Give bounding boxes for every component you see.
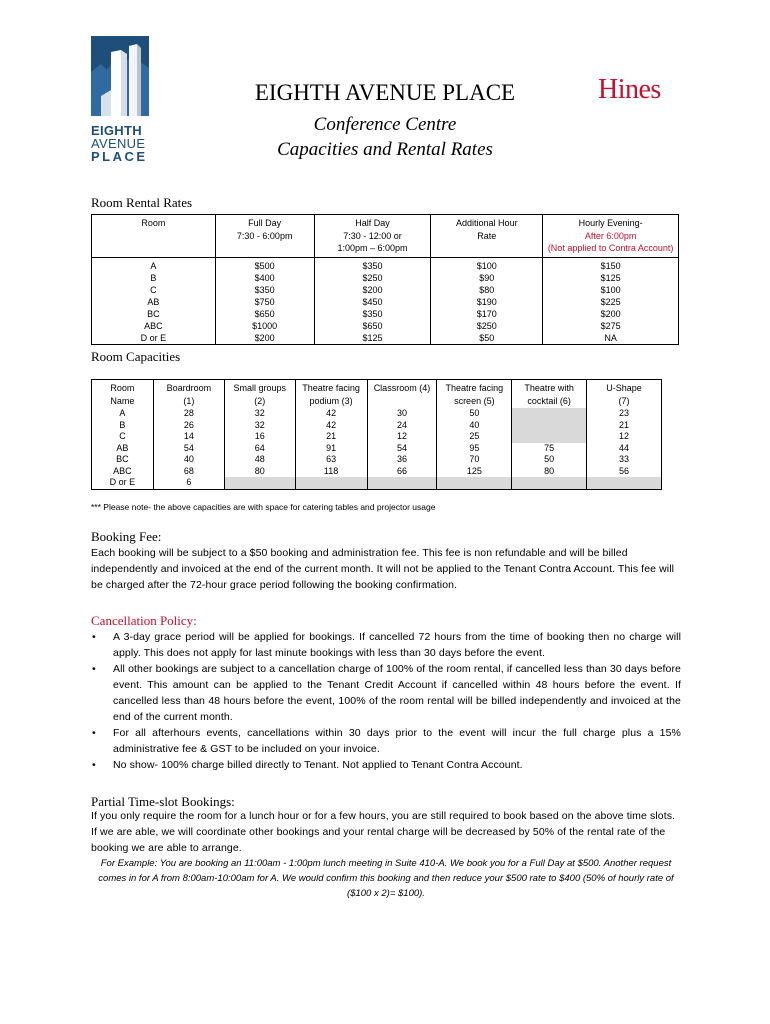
rates-header-additional-hour: Additional Hour Rate — [431, 215, 543, 258]
rates-cell: NA — [543, 332, 679, 345]
building-logo-icon — [91, 36, 149, 116]
rates-cell: $250 — [431, 320, 543, 332]
rental-rates-table — [91, 214, 679, 345]
capacities-cell: 91 — [295, 443, 367, 455]
rates-row — [92, 272, 679, 284]
capacities-cell: 14 — [153, 431, 224, 443]
capacities-cell: 12 — [367, 431, 437, 443]
logo-line-1: EIGHTH — [91, 123, 142, 138]
rates-cell: $350 — [314, 258, 431, 273]
rates-row — [92, 308, 679, 320]
capacities-cell: 66 — [367, 466, 437, 478]
capacities-table — [91, 379, 662, 490]
rates-cell: $1000 — [215, 320, 314, 332]
rates-cell: $250 — [314, 272, 431, 284]
rates-cell: $125 — [543, 272, 679, 284]
hines-brand-logo: Hines — [598, 74, 661, 105]
rates-cell: B — [92, 272, 216, 284]
rates-cell: ABC — [92, 320, 216, 332]
capacities-cell: B — [92, 420, 154, 432]
rates-header-half-day: Half Day 7:30 - 12:00 or 1:00pm – 6:00pm — [314, 215, 431, 258]
rates-cell: $650 — [215, 308, 314, 320]
capacities-cell: 118 — [295, 466, 367, 478]
subtitle-line-1: Conference Centre — [313, 114, 457, 135]
capacities-header-row — [92, 380, 662, 409]
rates-cell: $190 — [431, 296, 543, 308]
rates-cell: $225 — [543, 296, 679, 308]
caps-header-classroom: Classroom (4) — [367, 380, 437, 409]
cancellation-item: • No show- 100% charge billed directly to Tenant. Not applied to Tenant Contra Account. — [91, 757, 681, 773]
capacities-cell: 24 — [367, 420, 437, 432]
capacities-cell: AB — [92, 443, 154, 455]
capacities-cell — [587, 477, 662, 489]
caps-header-u-shape: U-Shape (7) — [587, 380, 662, 409]
capacities-cell: BC — [92, 454, 154, 466]
booking-fee-text: Each booking will be subject to a $50 booking and administration fee. This fee is non refundable and will be billed independently and invoiced at the end of the current month. It will not be applied to the Tenant Contra Account. This fee will be charged after the 72-hour grace period following the booking confirmation. — [91, 547, 675, 591]
caps-header-small-groups: Small groups (2) — [224, 380, 295, 409]
rates-cell: C — [92, 284, 216, 296]
capacities-cell: 42 — [295, 408, 367, 420]
capacities-cell: 80 — [512, 466, 587, 478]
capacities-cell: 40 — [153, 454, 224, 466]
capacities-cell: 26 — [153, 420, 224, 432]
partial-text: If you only require the room for a lunch hour or for a few hours, you are still required to book based on the above time slots. If we are able, we will coordinate other bookings and your rental charge will be decreased by 50% of the rental rate of the booking we are able to arrange. — [91, 810, 676, 854]
rates-cell: AB — [92, 296, 216, 308]
rates-header-full-day: Full Day 7:30 - 6:00pm — [215, 215, 314, 258]
page-title: EIGHTH AVENUE PLACE — [254, 80, 516, 105]
partial-heading: Partial Time-slot Bookings: — [91, 794, 235, 809]
capacities-cell: 48 — [224, 454, 295, 466]
capacities-cell: D or E — [92, 477, 154, 489]
capacities-cell: 70 — [437, 454, 512, 466]
rates-cell: D or E — [92, 332, 216, 345]
capacities-cell — [367, 477, 437, 489]
evening-header-note: (Not applied to Contra Account) — [547, 243, 674, 253]
cancellation-list — [91, 629, 681, 773]
booking-fee-heading: Booking Fee: — [91, 529, 162, 544]
capacities-row — [92, 408, 662, 420]
rates-cell: $650 — [314, 320, 431, 332]
rates-row — [92, 332, 679, 345]
capacities-cell: 12 — [587, 431, 662, 443]
caps-header-theatre-screen: Theatre facing screen (5) — [437, 380, 512, 409]
caps-header-theatre-cocktail: Theatre with cocktail (6) — [512, 380, 587, 409]
rates-cell: $50 — [431, 332, 543, 345]
capacities-cell: 32 — [224, 420, 295, 432]
capacities-row — [92, 420, 662, 432]
capacities-row — [92, 443, 662, 455]
rates-cell: $90 — [431, 272, 543, 284]
rates-header-evening — [543, 215, 679, 258]
logo-line-2: AVENUE — [91, 136, 146, 151]
capacities-cell: 125 — [437, 466, 512, 478]
rates-cell: $500 — [215, 258, 314, 273]
rates-row — [92, 296, 679, 308]
rates-cell: $100 — [543, 284, 679, 296]
rates-cell: $100 — [431, 258, 543, 273]
cancellation-item: • All other bookings are subject to a cancellation charge of 100% of the room rental, if cancelled less than 30 days before event. This amount can be applied to the Tenant Credit Account if cancelled within 48 hours before the event. If cancelled less than 48 hours before the event, 100% of the room rental will be billed independently and invoiced at the end of the current month. — [91, 661, 681, 725]
capacities-cell: 23 — [587, 408, 662, 420]
capacities-row — [92, 454, 662, 466]
caps-header-theatre-podium: Theatre facing podium (3) — [295, 380, 367, 409]
capacities-cell: 6 — [153, 477, 224, 489]
subtitle-line-2: Capacities and Rental Rates — [277, 139, 493, 160]
capacities-cell: 30 — [367, 408, 437, 420]
eighth-avenue-place-logo — [91, 36, 149, 164]
rates-cell: $125 — [314, 332, 431, 345]
capacities-cell: 95 — [437, 443, 512, 455]
capacities-cell: 80 — [224, 466, 295, 478]
capacities-cell: C — [92, 431, 154, 443]
capacities-row — [92, 466, 662, 478]
rates-cell: BC — [92, 308, 216, 320]
capacities-row — [92, 431, 662, 443]
evening-header-after: After 6:00pm — [584, 230, 637, 241]
capacities-cell — [512, 420, 587, 432]
rates-row — [92, 258, 679, 273]
capacities-cell: 56 — [587, 466, 662, 478]
capacities-cell — [295, 477, 367, 489]
rental-rates-heading: Room Rental Rates — [91, 195, 193, 210]
caps-header-boardroom: Boardroom (1) — [153, 380, 224, 409]
evening-header-label: Hourly Evening- — [578, 218, 643, 228]
rates-header-row — [92, 215, 679, 258]
capacities-cell: 25 — [437, 431, 512, 443]
cancellation-heading: Cancellation Policy: — [91, 613, 197, 628]
capacities-cell: ABC — [92, 466, 154, 478]
capacities-cell — [224, 477, 295, 489]
rates-cell: $150 — [543, 258, 679, 273]
rates-cell: $275 — [543, 320, 679, 332]
rates-row — [92, 320, 679, 332]
capacities-cell: 63 — [295, 454, 367, 466]
capacities-cell — [512, 408, 587, 420]
capacities-cell: 54 — [367, 443, 437, 455]
rates-cell: $200 — [314, 284, 431, 296]
capacities-cell: 16 — [224, 431, 295, 443]
capacities-cell: 44 — [587, 443, 662, 455]
logo-line-3: PLACE — [91, 149, 148, 164]
capacities-cell — [437, 477, 512, 489]
partial-example: For Example: You are booking an 11:00am - 1:00pm lunch meeting in Suite 410-A. We book you for a Full Day at $500. Another request comes in for A from 8:00am-10:00am for A. We would confirm this booking and then reduce your $500 rate to $400 (50% of hourly rate of ($100 x 2)= $100). — [98, 858, 674, 899]
capacities-cell: 75 — [512, 443, 587, 455]
capacities-cell: 64 — [224, 443, 295, 455]
rates-cell: $170 — [431, 308, 543, 320]
cancellation-item: • A 3-day grace period will be applied for bookings. If cancelled 72 hours from the time of booking then no charge will apply. This does not apply for last minute bookings with less than 30 days before the event. — [91, 629, 681, 661]
rates-cell: $80 — [431, 284, 543, 296]
capacities-row — [92, 477, 662, 489]
rates-cell: $350 — [314, 308, 431, 320]
capacities-cell: 54 — [153, 443, 224, 455]
rates-cell: A — [92, 258, 216, 273]
capacities-cell: 33 — [587, 454, 662, 466]
capacities-cell: 42 — [295, 420, 367, 432]
cancellation-item: • For all afterhours events, cancellations within 30 days prior to the event will incur the full charge plus a 15% administrative fee & GST to be included on your invoice. — [91, 725, 681, 757]
capacities-cell — [512, 477, 587, 489]
rates-cell: $750 — [215, 296, 314, 308]
capacities-cell: 40 — [437, 420, 512, 432]
rates-cell: $350 — [215, 284, 314, 296]
capacities-cell: 32 — [224, 408, 295, 420]
capacities-cell: 50 — [437, 408, 512, 420]
capacities-cell: 36 — [367, 454, 437, 466]
capacities-note: *** Please note- the above capacities are with space for catering tables and projector usage — [91, 502, 436, 512]
capacities-cell: 28 — [153, 408, 224, 420]
rates-row — [92, 284, 679, 296]
capacities-cell: 21 — [295, 431, 367, 443]
capacities-cell — [512, 431, 587, 443]
capacities-heading: Room Capacities — [91, 349, 181, 364]
rates-cell: $200 — [543, 308, 679, 320]
rates-header-room: Room — [92, 215, 216, 258]
capacities-cell: 68 — [153, 466, 224, 478]
caps-header-room-name: Room Name — [92, 380, 154, 409]
rates-cell: $200 — [215, 332, 314, 345]
capacities-cell: A — [92, 408, 154, 420]
rates-cell: $400 — [215, 272, 314, 284]
capacities-cell: 50 — [512, 454, 587, 466]
rates-cell: $450 — [314, 296, 431, 308]
capacities-cell: 21 — [587, 420, 662, 432]
